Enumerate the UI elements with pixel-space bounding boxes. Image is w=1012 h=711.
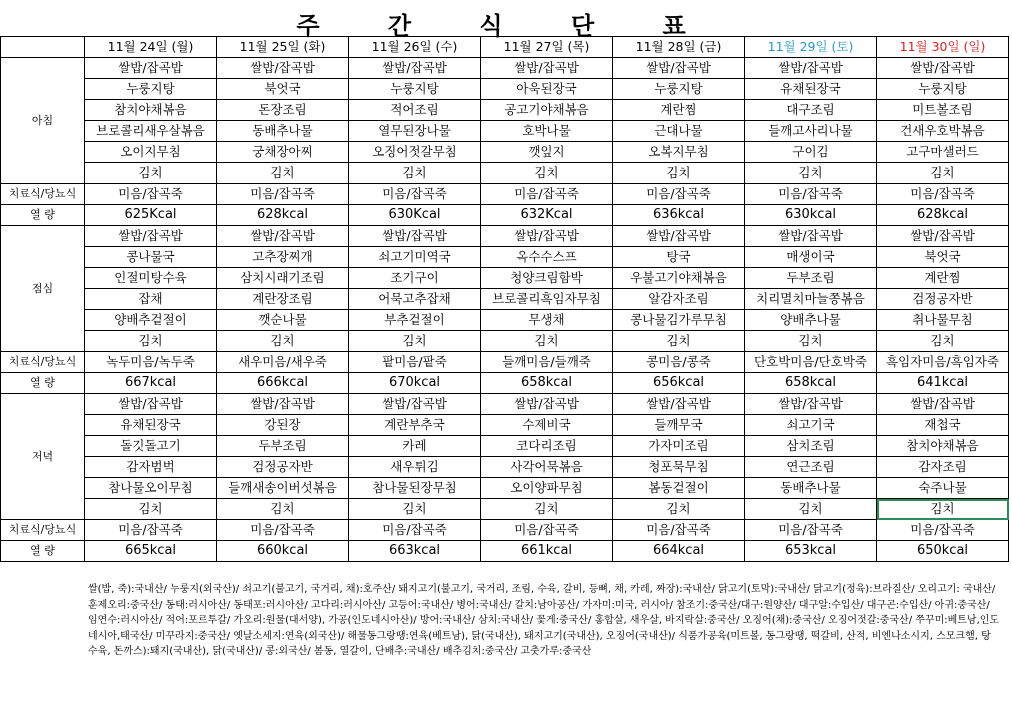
table-row (1, 289, 1009, 310)
menu-cell[interactable]: 쇠고기국 (745, 415, 877, 436)
menu-cell[interactable]: 김치 (349, 331, 481, 352)
table-row (1, 58, 1009, 79)
menu-cell[interactable]: 쌀밥/잡곡밥 (349, 226, 481, 247)
menu-cell[interactable]: 참나물오이무침 (85, 478, 217, 499)
menu-cell[interactable]: 누룽지탕 (877, 79, 1009, 100)
menu-cell[interactable]: 숙주나물 (877, 478, 1009, 499)
menu-cell[interactable]: 두부조림 (745, 268, 877, 289)
menu-cell[interactable]: 참나물된장무침 (349, 478, 481, 499)
kcal-cell[interactable]: 661kcal (481, 541, 613, 562)
menu-cell[interactable]: 김치 (481, 331, 613, 352)
menu-cell[interactable]: 깻잎지 (481, 142, 613, 163)
meal-label[interactable]: 점심 (1, 226, 85, 352)
menu-cell[interactable]: 쌀밥/잡곡밥 (745, 226, 877, 247)
menu-cell[interactable]: 돌깃돌고기 (85, 436, 217, 457)
kcal-cell[interactable]: 667kcal (85, 373, 217, 394)
menu-cell[interactable]: 대구조림 (745, 100, 877, 121)
menu-cell[interactable]: 김치 (745, 499, 877, 520)
menu-cell[interactable]: 검정공자반 (877, 289, 1009, 310)
menu-cell[interactable]: 카레 (349, 436, 481, 457)
menu-cell[interactable]: 어묵고추잡채 (349, 289, 481, 310)
table-row (1, 331, 1009, 352)
diet-cell[interactable]: 새우미음/새우죽 (217, 352, 349, 373)
menu-cell[interactable]: 유채된장국 (745, 79, 877, 100)
diet-cell[interactable]: 미음/잡곡죽 (613, 184, 745, 205)
menu-cell[interactable]: 참치야채볶음 (877, 436, 1009, 457)
menu-cell[interactable]: 쌀밥/잡곡밥 (877, 226, 1009, 247)
meal-label[interactable]: 저녁 (1, 394, 85, 520)
menu-cell[interactable]: 브로콜리새우살볶음 (85, 121, 217, 142)
menu-cell[interactable]: 김치 (349, 499, 481, 520)
diet-cell[interactable]: 미음/잡곡죽 (745, 520, 877, 541)
diet-cell[interactable]: 콩미음/콩죽 (613, 352, 745, 373)
menu-cell[interactable]: 쌀밥/잡곡밥 (349, 394, 481, 415)
menu-cell[interactable]: 쌀밥/잡곡밥 (217, 226, 349, 247)
menu-cell[interactable]: 김치 (349, 163, 481, 184)
diet-row (1, 352, 1009, 373)
menu-cell[interactable]: 김치 (877, 331, 1009, 352)
day-header[interactable]: 11월 26일 (수) (349, 37, 481, 58)
diet-cell[interactable]: 미음/잡곡죽 (217, 520, 349, 541)
menu-cell[interactable]: 고추장찌개 (217, 247, 349, 268)
table-row (1, 268, 1009, 289)
table-row (1, 457, 1009, 478)
table-row (1, 394, 1009, 415)
menu-cell[interactable]: 쌀밥/잡곡밥 (349, 58, 481, 79)
diet-cell[interactable]: 흑임자미음/흑임자죽 (877, 352, 1009, 373)
table-row (1, 163, 1009, 184)
diet-cell[interactable]: 미음/잡곡죽 (349, 184, 481, 205)
menu-cell[interactable]: 들깨고사리나물 (745, 121, 877, 142)
kcal-cell[interactable]: 636kcal (613, 205, 745, 226)
corner-cell[interactable] (1, 37, 85, 58)
menu-cell[interactable]: 청포묵무침 (613, 457, 745, 478)
menu-cell[interactable]: 공고기야채볶음 (481, 100, 613, 121)
kcal-cell[interactable]: 670kcal (349, 373, 481, 394)
day-header[interactable]: 11월 28일 (금) (613, 37, 745, 58)
menu-cell[interactable]: 청양크림함박 (481, 268, 613, 289)
menu-cell[interactable]: 아욱된장국 (481, 79, 613, 100)
menu-cell[interactable]: 계란부추국 (349, 415, 481, 436)
menu-cell[interactable]: 옥수수스프 (481, 247, 613, 268)
menu-cell[interactable]: 삼치조림 (745, 436, 877, 457)
menu-cell[interactable]: 감자조림 (877, 457, 1009, 478)
menu-cell[interactable]: 김치 (613, 499, 745, 520)
table-row (1, 415, 1009, 436)
menu-cell[interactable]: 열무된장나물 (349, 121, 481, 142)
kcal-cell[interactable]: 625Kcal (85, 205, 217, 226)
diet-cell[interactable]: 미음/잡곡죽 (613, 520, 745, 541)
menu-cell[interactable]: 쌀밥/잡곡밥 (613, 226, 745, 247)
menu-cell[interactable]: 강된장 (217, 415, 349, 436)
menu-cell[interactable]: 김치 (217, 331, 349, 352)
menu-cell[interactable]: 양배추겉절이 (85, 310, 217, 331)
table-row (1, 436, 1009, 457)
kcal-label[interactable]: 열 량 (1, 205, 85, 226)
menu-cell[interactable]: 사각어묵볶음 (481, 457, 613, 478)
menu-cell[interactable]: 콩나물국 (85, 247, 217, 268)
kcal-cell[interactable]: 653kcal (745, 541, 877, 562)
menu-cell[interactable]: 김치 (217, 163, 349, 184)
menu-cell[interactable]: 누룽지탕 (349, 79, 481, 100)
menu-cell[interactable]: 북엇국 (877, 247, 1009, 268)
diet-row (1, 184, 1009, 205)
diet-cell[interactable]: 미음/잡곡죽 (85, 520, 217, 541)
kcal-cell[interactable]: 630kcal (745, 205, 877, 226)
menu-cell[interactable]: 누룽지탕 (613, 79, 745, 100)
menu-cell[interactable]: 쌀밥/잡곡밥 (85, 226, 217, 247)
menu-cell[interactable]: 쌀밥/잡곡밥 (481, 394, 613, 415)
kcal-row (1, 541, 1009, 562)
table-row (1, 121, 1009, 142)
diet-cell[interactable]: 미음/잡곡죽 (481, 184, 613, 205)
diet-row (1, 520, 1009, 541)
diet-cell[interactable]: 녹두미음/녹두죽 (85, 352, 217, 373)
day-header[interactable]: 11월 25일 (화) (217, 37, 349, 58)
table-row (1, 310, 1009, 331)
kcal-cell[interactable]: 660kcal (217, 541, 349, 562)
menu-cell[interactable]: 누룽지탕 (85, 79, 217, 100)
day-header[interactable]: 11월 30일 (일) (877, 37, 1009, 58)
table-row (1, 79, 1009, 100)
menu-cell[interactable]: 우불고기야채볶음 (613, 268, 745, 289)
day-header[interactable]: 11월 29일 (토) (745, 37, 877, 58)
menu-cell[interactable]: 쌀밥/잡곡밥 (877, 394, 1009, 415)
diet-cell[interactable]: 미음/잡곡죽 (349, 520, 481, 541)
kcal-cell[interactable]: 665kcal (85, 541, 217, 562)
menu-cell[interactable]: 쌀밥/잡곡밥 (85, 58, 217, 79)
menu-cell[interactable]: 쌀밥/잡곡밥 (217, 58, 349, 79)
menu-cell[interactable]: 참치야채볶음 (85, 100, 217, 121)
kcal-cell[interactable]: 641kcal (877, 373, 1009, 394)
menu-cell[interactable]: 쌀밥/잡곡밥 (481, 58, 613, 79)
table-row (1, 499, 1009, 520)
table-row (1, 478, 1009, 499)
kcal-row (1, 373, 1009, 394)
header-row (1, 37, 1009, 58)
kcal-cell[interactable]: 666kcal (217, 373, 349, 394)
origin-notice: 쌀(밥, 죽):국내산/ 누룽지(외국산)/ 쇠고기(불고기, 국거리, 채):호주산/ 돼지고기(불고기, 국거리, 조림, 수육, 갈비, 등뼈, 채, 카레, 짜장):국내산/ 닭고기(토막):국내산/ 닭고기(정육):브라질산/ 오리고기: 국내산/ 훈제오리:중국산/ 동태:러시아산/ 동태포:러시아산/ 고다리:러시아산/ 고등어:국내산/ 병어:국내산/ 갈치:남아공산/ 가자미:미국, 러시아/ 참조기:중국산/대구:원양산/ 대구알:수입산/ 대구곤:수입산/ 아귀:중국산/ 임연수:러시아산/ 적어:포르투갈/ 가오리:원물(대서양), 가공(인도네시아산)/ 방어:국내산/ 삼치:국내산/ 꽃게:중국산/ 홍합살, 새우살, 바지락살:중국산/ 오징어(채):중국산/ 오징어젓갈:중국산/ 쭈꾸미:베트남,인도네시아,태국산/ 미꾸라지:중국산/ 옛날소세지:연육(외국산)/ 해물동그랑땡:연육(베트남), 닭(국내산), 돼지고기(국내산), 오징어(국내산)/ 식품가공육(미트볼, 동그랑땡, 떡갈비, 산적, 비엔나소시지, 스모크햄, 탕수육, 돈까스):돼지(국내산), 닭(국내산)/ 콩:외국산/ 봄동, 열갈이, 단배추:국내산/ 배추김치:중국산/ 고춧가루:중국산 (88, 584, 1000, 657)
menu-cell[interactable]: 봄동겉절이 (613, 478, 745, 499)
meal-label[interactable]: 아침 (1, 58, 85, 184)
kcal-cell[interactable]: 664kcal (613, 541, 745, 562)
menu-cell[interactable]: 김치 (613, 163, 745, 184)
menu-cell[interactable]: 취나물무침 (877, 310, 1009, 331)
menu-cell[interactable]: 고구마샐러드 (877, 142, 1009, 163)
menu-cell[interactable]: 삼치시래기조림 (217, 268, 349, 289)
kcal-cell[interactable]: 632Kcal (481, 205, 613, 226)
menu-cell[interactable]: 무생채 (481, 310, 613, 331)
menu-cell[interactable]: 쌀밥/잡곡밥 (877, 58, 1009, 79)
weekly-menu-table (0, 36, 1009, 562)
menu-cell[interactable]: 인절미탕수육 (85, 268, 217, 289)
menu-cell[interactable]: 미트볼조림 (877, 100, 1009, 121)
menu-cell[interactable]: 브로콜리흑임자무침 (481, 289, 613, 310)
menu-cell[interactable]: 들깨새송이버섯볶음 (217, 478, 349, 499)
kcal-cell[interactable]: 650kcal (877, 541, 1009, 562)
menu-cell[interactable]: 감자범벅 (85, 457, 217, 478)
diet-cell[interactable]: 미음/잡곡죽 (85, 184, 217, 205)
menu-cell[interactable]: 김치 (481, 163, 613, 184)
page-title: 주 간 식 단 표 (296, 12, 716, 40)
kcal-row (1, 205, 1009, 226)
diet-cell[interactable]: 미음/잡곡죽 (877, 520, 1009, 541)
kcal-label[interactable]: 열 량 (1, 373, 85, 394)
menu-cell[interactable]: 동배추나물 (745, 478, 877, 499)
menu-cell[interactable]: 쌀밥/잡곡밥 (613, 394, 745, 415)
menu-cell[interactable]: 김치 (877, 499, 1009, 520)
menu-cell[interactable]: 계란장조림 (217, 289, 349, 310)
menu-cell[interactable]: 김치 (481, 499, 613, 520)
table-row (1, 247, 1009, 268)
menu-cell[interactable]: 계란찜 (877, 268, 1009, 289)
diet-cell[interactable]: 미음/잡곡죽 (481, 520, 613, 541)
table-row (1, 100, 1009, 121)
menu-cell[interactable]: 양배추나물 (745, 310, 877, 331)
menu-cell[interactable]: 호박나물 (481, 121, 613, 142)
menu-cell[interactable]: 잡채 (85, 289, 217, 310)
diet-label[interactable]: 치료식/당뇨식 (1, 184, 85, 205)
menu-cell[interactable]: 쌀밥/잡곡밥 (85, 394, 217, 415)
day-header[interactable]: 11월 24일 (월) (85, 37, 217, 58)
menu-cell[interactable]: 오복지무침 (613, 142, 745, 163)
menu-cell[interactable]: 코다리조림 (481, 436, 613, 457)
menu-cell[interactable]: 알감자조림 (613, 289, 745, 310)
menu-cell[interactable]: 김치 (745, 331, 877, 352)
menu-cell[interactable]: 새우튀김 (349, 457, 481, 478)
menu-cell[interactable]: 돈장조림 (217, 100, 349, 121)
kcal-cell[interactable]: 656kcal (613, 373, 745, 394)
menu-cell[interactable]: 쇠고기미역국 (349, 247, 481, 268)
menu-cell[interactable]: 계란찜 (613, 100, 745, 121)
kcal-cell[interactable]: 663kcal (349, 541, 481, 562)
day-header[interactable]: 11월 27일 (목) (481, 37, 613, 58)
menu-cell[interactable]: 가자미조림 (613, 436, 745, 457)
menu-cell[interactable]: 쌀밥/잡곡밥 (481, 226, 613, 247)
menu-cell[interactable]: 조기구이 (349, 268, 481, 289)
kcal-cell[interactable]: 628kcal (877, 205, 1009, 226)
kcal-cell[interactable]: 628kcal (217, 205, 349, 226)
menu-cell[interactable]: 구이김 (745, 142, 877, 163)
menu-cell[interactable]: 오이지무침 (85, 142, 217, 163)
menu-cell[interactable]: 동배추나물 (217, 121, 349, 142)
menu-cell[interactable]: 부추겉절이 (349, 310, 481, 331)
menu-cell[interactable]: 쌀밥/잡곡밥 (745, 58, 877, 79)
kcal-cell[interactable]: 658kcal (745, 373, 877, 394)
menu-cell[interactable]: 연근조림 (745, 457, 877, 478)
table-row (1, 226, 1009, 247)
menu-cell[interactable]: 궁채장아찌 (217, 142, 349, 163)
menu-cell[interactable]: 김치 (85, 331, 217, 352)
menu-cell[interactable]: 건새우호박볶음 (877, 121, 1009, 142)
menu-cell[interactable]: 탕국 (613, 247, 745, 268)
diet-label[interactable]: 치료식/당뇨식 (1, 520, 85, 541)
table-row (1, 142, 1009, 163)
menu-cell[interactable]: 수제비국 (481, 415, 613, 436)
diet-cell[interactable]: 팥미음/팥죽 (349, 352, 481, 373)
menu-cell[interactable]: 치리멸치마늘쫑볶음 (745, 289, 877, 310)
menu-cell[interactable]: 콩나물김가루무침 (613, 310, 745, 331)
menu-cell[interactable]: 쌀밥/잡곡밥 (217, 394, 349, 415)
menu-cell[interactable]: 재첩국 (877, 415, 1009, 436)
menu-cell[interactable]: 유채된장국 (85, 415, 217, 436)
menu-cell[interactable]: 깻순나물 (217, 310, 349, 331)
menu-cell[interactable]: 김치 (85, 163, 217, 184)
diet-cell[interactable]: 미음/잡곡죽 (745, 184, 877, 205)
menu-cell[interactable]: 쌀밥/잡곡밥 (745, 394, 877, 415)
menu-cell[interactable]: 오이양파무침 (481, 478, 613, 499)
menu-cell[interactable]: 김치 (613, 331, 745, 352)
menu-cell[interactable]: 김치 (745, 163, 877, 184)
diet-cell[interactable]: 미음/잡곡죽 (217, 184, 349, 205)
menu-cell[interactable]: 북엇국 (217, 79, 349, 100)
menu-cell[interactable]: 쌀밥/잡곡밥 (613, 58, 745, 79)
diet-cell[interactable]: 들깨미음/들깨죽 (481, 352, 613, 373)
diet-cell[interactable]: 단호박미음/단호박죽 (745, 352, 877, 373)
diet-label[interactable]: 치료식/당뇨식 (1, 352, 85, 373)
kcal-cell[interactable]: 630Kcal (349, 205, 481, 226)
menu-cell[interactable]: 들깨무국 (613, 415, 745, 436)
menu-cell[interactable]: 오징어젓갈무침 (349, 142, 481, 163)
diet-cell[interactable]: 미음/잡곡죽 (877, 184, 1009, 205)
kcal-label[interactable]: 열 량 (1, 541, 85, 562)
menu-cell[interactable]: 두부조림 (217, 436, 349, 457)
menu-cell[interactable]: 김치 (217, 499, 349, 520)
menu-cell[interactable]: 근대나물 (613, 121, 745, 142)
menu-cell[interactable]: 적어조림 (349, 100, 481, 121)
kcal-cell[interactable]: 658kcal (481, 373, 613, 394)
menu-cell[interactable]: 김치 (85, 499, 217, 520)
menu-cell[interactable]: 김치 (877, 163, 1009, 184)
menu-cell[interactable]: 매생이국 (745, 247, 877, 268)
menu-cell[interactable]: 검정공자반 (217, 457, 349, 478)
